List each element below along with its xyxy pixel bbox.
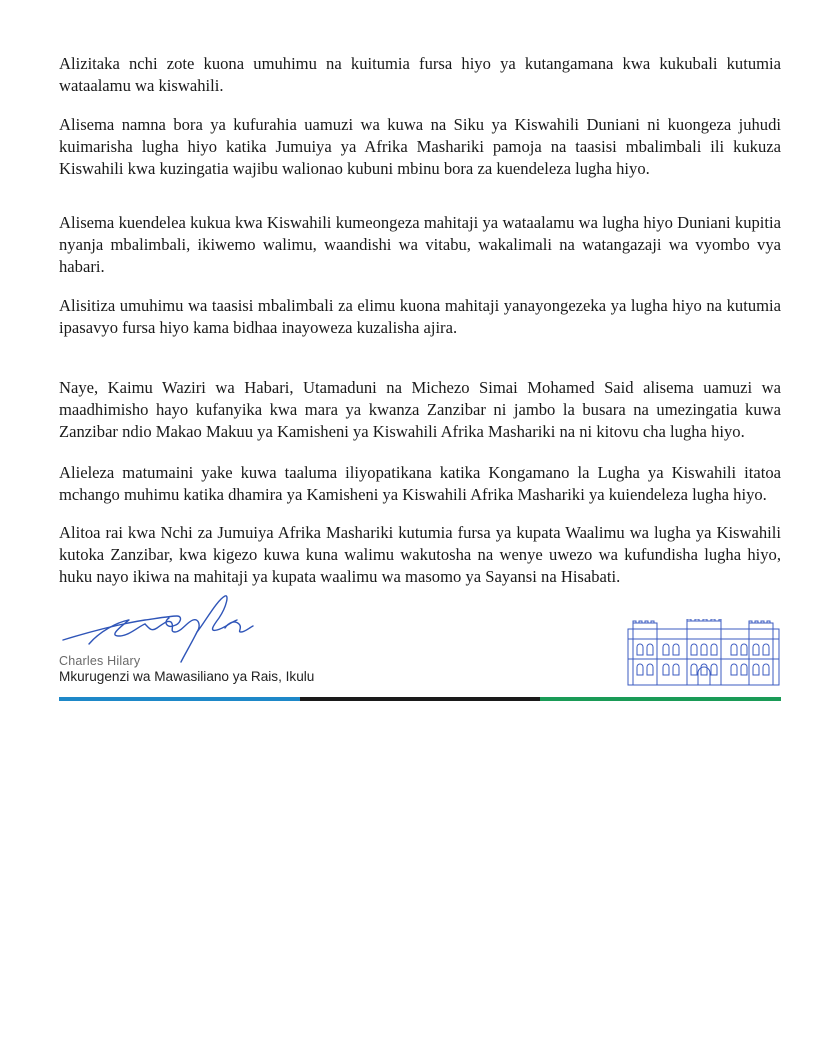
footer-bar-segment-black [300,697,541,701]
logo-window [753,664,759,675]
logo-window [663,644,669,655]
logo-window [663,664,669,675]
paragraph-7: Alitoa rai kwa Nchi za Jumuiya Afrika Mashariki kutumia fursa ya kupata Waalimu wa lugha ya Kiswahili kutoka Zanzibar, kwa kigezo kuwa kuna walimu wakutosha na wenye uwezo wa kufundisha lugha hiyo, huku nayo ikiwa na mahitaji ya kupata waalimu wa masomo ya Sayansi na Hisabati. [59,523,781,587]
building-icon [627,619,780,687]
footer-bar-segment-blue [59,697,300,701]
logo-window [753,644,759,655]
logo-window [673,664,679,675]
logo-window [673,644,679,655]
logo-window [691,664,697,675]
logo-window [731,644,737,655]
paragraph-5: Naye, Kaimu Waziri wa Habari, Utamaduni na Michezo Simai Mohamed Said alisema uamuzi wa maadhimisho hayo kufanyika kwa mara ya kwanza Zanzibar ni jambo la busara na umezingatia kuwa Zanzibar ndio Makao Makuu ya Kamisheni ya Kiswahili Afrika Mashariki na ni kitovu cha lugha hiyo. [59,378,781,442]
footer-color-bar [59,697,781,701]
logo-window [647,644,653,655]
logo-window [731,664,737,675]
logo-window [701,664,707,675]
logo-window [647,664,653,675]
paragraph-4: Alisitiza umuhimu wa taasisi mbalimbali za elimu kuona mahitaji yanayongezeka ya lugha hiyo na kutumia ipasavyo fursa hiyo kama bidhaa inayoweza kuzalisha ajira. [59,296,781,338]
logo-window [763,664,769,675]
paragraph-2: Alisema namna bora ya kufurahia uamuzi wa kuwa na Siku ya Kiswahili Duniani ni kuongeza juhudi kuimarisha lugha hiyo katika Jumuiya ya Afrika Mashariki pamoja na taasisi mbalimbali ili kukuza Kiswahili kwa kuzingatia wajibu walionao kubuni mbinu bora za kuendeleza lugha hiyo. [59,115,781,179]
logo-window [711,664,717,675]
logo-window [637,664,643,675]
logo-window [637,644,643,655]
logo-window [763,644,769,655]
footer-bar-segment-green [540,697,781,701]
signer-name: Charles Hilary [59,654,141,668]
paragraph-1: Alizitaka nchi zote kuona umuhimu na kuitumia fursa hiyo ya kutangamana kwa kukubali kutumia wataalamu wa kiswahili. [59,54,781,96]
logo-window [741,644,747,655]
logo-window [701,644,707,655]
paragraph-6: Alieleza matumaini yake kuwa taaluma iliyopatikana katika Kongamano la Lugha ya Kiswahili itatoa mchango muhimu katika dhamira ya Kamisheni ya Kiswahili Afrika Mashariki ya kuiendeleza lugha hiyo. [59,463,781,505]
signer-title: Mkurugenzi wa Mawasiliano ya Rais, Ikulu [59,669,315,684]
logo-window [741,664,747,675]
logo-window [691,644,697,655]
paragraph-3: Alisema kuendelea kukua kwa Kiswahili kumeongeza mahitaji ya wataalamu wa lugha hiyo Duniani kupitia nyanja mbalimbali, ikiwemo walimu, waandishi wa vitabu, wakalimali na watangazaji wa vyombo vya habari. [59,213,781,277]
signature-block [59,592,359,692]
logo-window [711,644,717,655]
